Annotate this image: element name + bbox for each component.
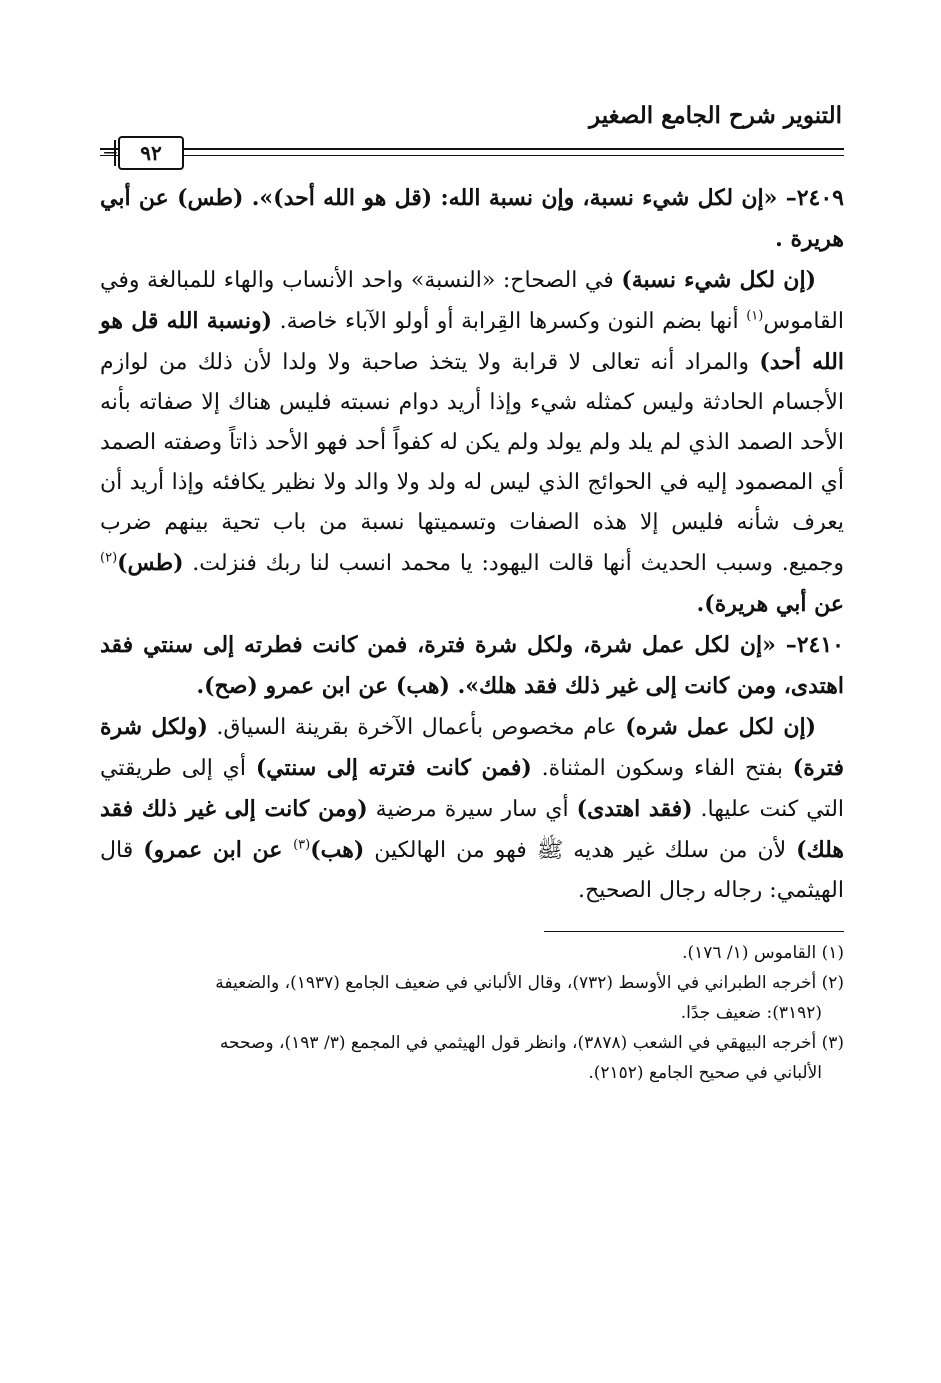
quoted-hadith-phrase: (إن لكل شيء نسبة): [621, 267, 816, 293]
hadith-text: – «إن لكل شيء نسبة، وإن نسبة الله: (قل هو الله أحد)». (طس) عن أبي هريرة .: [100, 185, 844, 252]
commentary-text: في الصحاح: «النسبة» واحد الأنساب والهاء للمبالغة وفي القاموس: [100, 268, 844, 334]
header-double-rule: [100, 148, 844, 156]
quoted-hadith-phrase: عن ابن عمرو): [143, 837, 294, 863]
quoted-hadith-phrase: (فمن كانت فترته إلى سنتي): [255, 755, 532, 781]
footnote-ref: (١): [746, 308, 764, 324]
running-head-title: التنوير شرح الجامع الصغير: [589, 102, 842, 129]
commentary-text: أي إلى طريقتي التي كنت عليها.: [100, 756, 845, 822]
main-text: [100, 178, 844, 911]
footnote-3: [100, 1028, 844, 1088]
footnote-1: [100, 938, 844, 968]
footnote-continuation: الألباني في صحيح الجامع (٢١٥٢).: [588, 1063, 822, 1083]
quoted-hadith-phrase: عن أبي هريرة).: [696, 591, 844, 617]
footnote-continuation: (٣١٩٢): ضعيف جدًا.: [680, 1003, 822, 1023]
commentary-text: عام مخصوص بأعمال الآخرة بقرينة السياق.: [207, 715, 626, 740]
book-page: [100, 100, 844, 1088]
footnote-line: (١) القاموس (١/ ١٧٦).: [682, 943, 844, 963]
hadith-entry-1: [100, 178, 844, 260]
commentary-text: أنها بضم النون وكسرها القِرابة أو أولو الآباء خاصة.: [272, 309, 747, 334]
commentary-text: أي سار سيرة مرضية: [367, 797, 577, 822]
quoted-hadith-phrase: (إن لكل عمل شره): [625, 714, 817, 740]
commentary-text: لأن من سلك غير هديه ﷺ فهو من الهالكين: [364, 838, 797, 863]
hadith-number: ٢٤١٠: [796, 632, 844, 658]
hadith-number: ٢٤٠٩: [796, 185, 844, 211]
footnote-line: (٢) أخرجه الطبراني في الأوسط (٧٣٢)، وقال الألباني في ضعيف الجامع (١٩٣٧)، والضعيفة: [215, 973, 844, 993]
commentary-text: قال الهيثمي: رجاله رجال الصحيح.: [100, 838, 844, 903]
footnote-2: [100, 968, 844, 1028]
hadith-text: – «إن لكل عمل شرة، ولكل شرة فترة، فمن كانت فطرته إلى سنتي فقد اهتدى، ومن كانت إلى غير ذلك فقد هلك». (هب) عن ابن عمرو (صح).: [100, 632, 844, 699]
quoted-hadith-phrase: (طس): [117, 550, 184, 576]
footnotes: [100, 938, 844, 1088]
footnote-ref: (٢): [100, 550, 118, 566]
footnote-separator: [544, 931, 844, 932]
commentary-2: [100, 707, 844, 911]
quoted-hadith-phrase: (هب): [310, 837, 365, 863]
quoted-hadith-phrase: (ونسبة الله قل هو الله أحد): [100, 308, 844, 375]
header-dash-mark: =: [102, 138, 119, 162]
header-rule-row: [100, 136, 844, 172]
quoted-hadith-phrase: (فقد اهتدى): [576, 796, 693, 822]
footnote-line: (٣) أخرجه البيهقي في الشعب (٣٨٧٨)، وانظر قول الهيثمي في المجمع (٣/ ١٩٣)، وصححه: [219, 1033, 844, 1053]
commentary-1: [100, 260, 844, 625]
hadith-entry-2: [100, 625, 844, 707]
page-number-box: ٩٢: [118, 136, 184, 170]
quoted-hadith-phrase: (ولكل شرة فترة): [100, 714, 845, 781]
commentary-text: بفتح الفاء وسكون المثناة.: [531, 756, 793, 781]
commentary-text: والمراد أنه تعالى لا قرابة ولا يتخذ صاحبة ولا ولدا لأن ذلك من لوازم الأجسام الحادثة وليس كمثله شيء وإذا أريد دوام نسبته فليس هناك إلا صفاته بأنه الأحد الصمد الذي لم يلد ولم يولد ولم يكن له كفواً أحد فهو الأحد ذاتاً وصفته الصمد أي المصمود إليه في الحوائج الذي ليس له ولد ولا والد ولا نظير يكافئه وإذا أريد أن يعرف شأنه فليس إلا هذه الصفات وتسميتها نسبة من باب تحية بينهم ضرب وجميع. وسبب الحديث أنها قالت اليهود: يا محمد انسب لنا ربك فنزلت.: [100, 350, 844, 576]
quoted-hadith-phrase: (ومن كانت إلى غير ذلك فقد هلك): [100, 796, 844, 863]
footnote-ref: (٣): [293, 837, 311, 853]
